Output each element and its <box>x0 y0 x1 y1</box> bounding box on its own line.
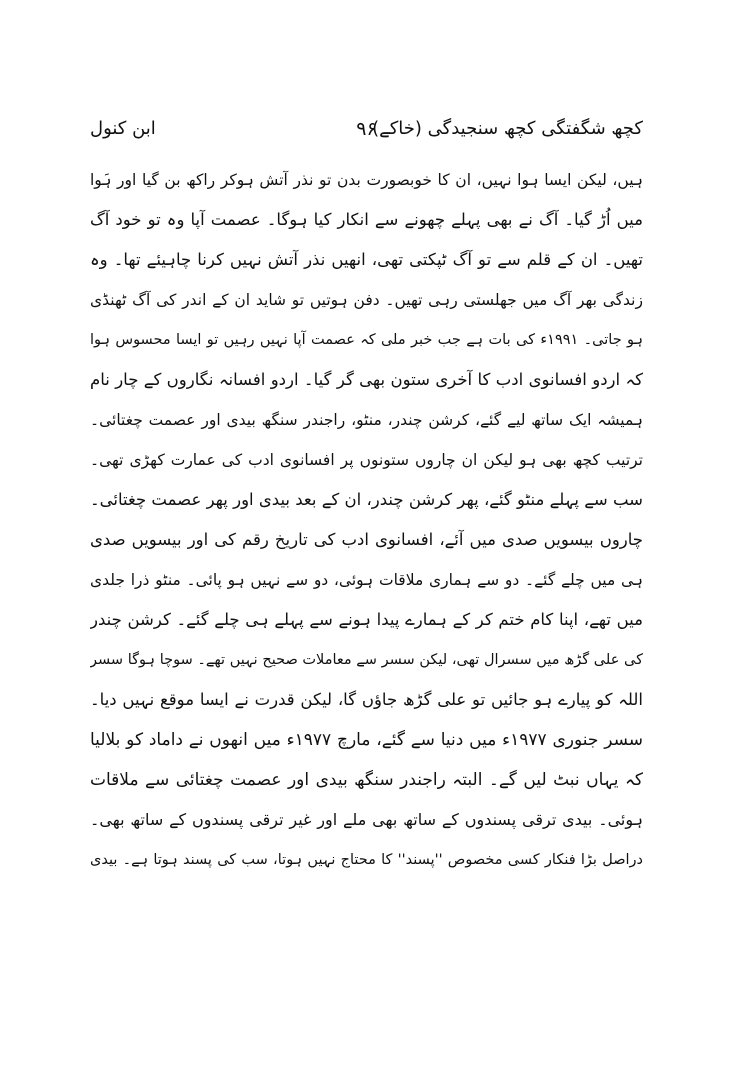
text-line: دراصل بڑا فنکار کسی مخصوص ''پسند'' کا محتاج نہیں ہوتا، سب کی پسند ہوتا ہے۔ بیدی <box>90 852 643 868</box>
author-name: ابن کنول <box>90 118 156 139</box>
book-title: کچھ شگفتگی کچھ سنجیدگی (خاکے) <box>372 118 643 139</box>
text-line: کہ اردو افسانوی ادب کا آخری ستون بھی گر گیا۔ اردو افسانہ نگاروں کے چار نام <box>90 370 643 389</box>
text-line: سب سے پہلے منٹو گئے، پھر کرشن چندر، ان کے بعد بیدی اور پھر عصمت چغتائی۔ <box>90 490 643 509</box>
text-line: چاروں بیسویں صدی میں آئے، افسانوی ادب کی تاریخ رقم کی اور بیسویں صدی <box>90 530 643 549</box>
text-line: اللہ کو پیارے ہو جائیں تو علی گڑھ جاؤں گا، لیکن قدرت نے ایسا موقع نہیں دیا۔ <box>90 690 643 709</box>
text-line: تھیں۔ ان کے قلم سے تو آگ ٹپکتی تھی، انھیں نذر آتش نہیں کرنا چاہیئے تھا۔ وہ <box>90 250 643 269</box>
text-line: زندگی بھر آگ میں جھلستی رہی تھیں۔ دفن ہوتیں تو شاید ان کے اندر کی آگ ٹھنڈی <box>90 291 643 309</box>
text-line: کہ یہاں نبٹ لیں گے۔ البتہ راجندر سنگھ بیدی اور عصمت چغتائی سے ملاقات <box>90 770 643 790</box>
running-header <box>90 112 643 146</box>
text-line: ہیں، لیکن ایسا ہوا نہیں، ان کا خوبصورت بدن تو نذر آتش ہوکر راکھ بن گیا اور ہَوا <box>90 171 643 189</box>
text-line: ہو جاتی۔ ۱۹۹۱ء کی بات ہے جب خبر ملی کہ عصمت آپا نہیں رہیں تو ایسا محسوس ہوا <box>90 332 643 348</box>
text-line: کی علی گڑھ میں سسرال تھی، لیکن سسر سے معاملات صحیح نہیں تھے۔ سوچا ہوگا سسر <box>90 652 643 668</box>
body-text <box>90 160 643 880</box>
text-line: میں اُڑ گیا۔ آگ نے بھی پہلے چھونے سے انکار کیا ہوگا۔ عصمت آپا وہ تو خود آگ <box>90 210 643 229</box>
text-line: ہمیشہ ایک ساتھ لیے گئے، کرشن چندر، منٹو، راجندر سنگھ بیدی اور عصمت چغتائی۔ <box>90 411 643 429</box>
text-line: میں تھے، اپنا کام ختم کر کے ہمارے پیدا ہونے سے پہلے ہی چلے گئے۔ کرشن چندر <box>90 610 643 629</box>
text-line: ترتیب کچھ بھی ہو لیکن ان چاروں ستونوں پر افسانوی ادب کی عمارت کھڑی تھی۔ <box>90 451 643 469</box>
text-line: ہی میں چلے گئے۔ دو سے ہماری ملاقات ہوئی، دو سے نہیں ہو پائی۔ منٹو ذرا جلدی <box>90 571 643 589</box>
text-line: سسر جنوری ۱۹۷۷ء میں دنیا سے گئے، مارچ ۱۹۷۷ء میں انھوں نے داماد کو بلالیا <box>90 730 643 750</box>
page-number: ۹۶ <box>356 118 377 140</box>
text-line: ہوئی۔ بیدی ترقی پسندوں کے ساتھ بھی ملے اور غیر ترقی پسندوں کے ساتھ بھی۔ <box>90 810 643 829</box>
